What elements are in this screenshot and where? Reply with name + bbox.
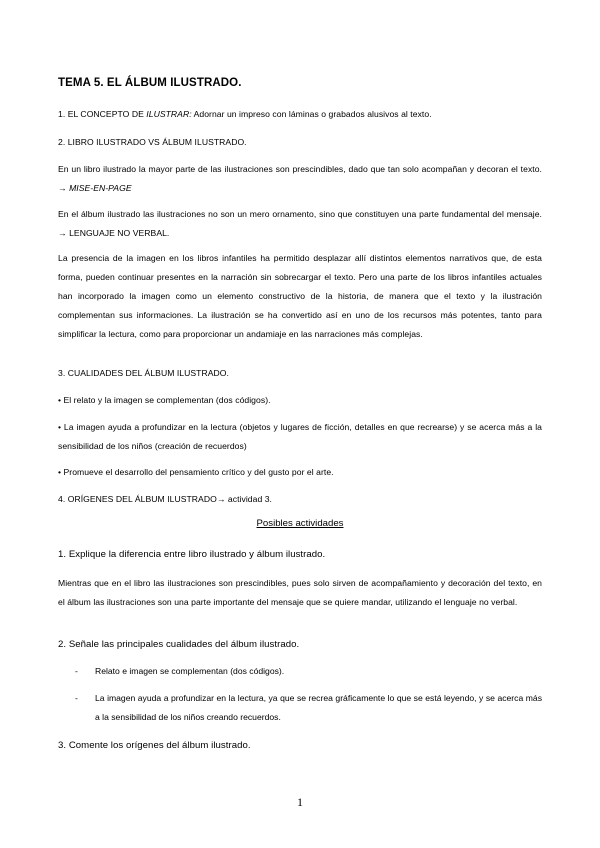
- answer-1: Mientras que en el libro las ilustraciones son prescindibles, pues solo sirven de acompañamiento y decoración del texto, en el álbum las ilustraciones son una parte importante del mensaje que se quiere mandar, utilizando el lenguaje no verbal.: [58, 578, 542, 607]
- section-2-paragraph-1-term: MISE-EN-PAGE: [69, 183, 132, 193]
- question-3: 3. Comente los orígenes del álbum ilustrado.: [58, 740, 251, 751]
- section-2-paragraph-3: La presencia de la imagen en los libros infantiles ha permitido desplazar allí distintos elementos narrativos que, de esta forma, pueden continuar presentes en la narración sin sobrecargar el texto. Pero una parte de los libros infantiles actuales han incorporado la imagen como un elemento constructivo de la historia, de manera que el texto y la ilustración complementan sus informaciones. La ilustración se ha convertido así en uno de los recursos más potentes, tanto para simplificar la lectura, como para proporcionar un andamiaje en las narraciones más complejas.: [58, 253, 542, 339]
- section-1-term: ILUSTRAR:: [146, 109, 192, 119]
- answer-2-item-2-text: La imagen ayuda a profundizar en la lectura, ya que se recrea gráficamente lo que se está leyendo, y se acerca más a la sensibilidad de los niños creando recuerdos.: [95, 693, 542, 722]
- section-3-bullet-1: • El relato y la imagen se complementan (dos códigos).: [58, 395, 271, 405]
- answer-2-item-1: [58, 662, 542, 681]
- answer-2-item-2: [58, 689, 542, 727]
- activities-title: Posibles actividades: [256, 518, 344, 529]
- section-1-concept: [58, 105, 542, 124]
- question-2: 2. Señale las principales cualidades del álbum ilustrado.: [58, 639, 300, 650]
- list-dash: -: [75, 693, 78, 703]
- section-2-paragraph-1-text: En un libro ilustrado la mayor parte de las ilustraciones son prescindibles, dado que tan solo acompañan y decoran el texto. →: [58, 164, 542, 193]
- section-3-heading: 3. CUALIDADES DEL ÁLBUM ILUSTRADO.: [58, 368, 229, 378]
- list-dash: -: [75, 666, 78, 676]
- section-3-bullet-2: • La imagen ayuda a profundizar en la lectura (objetos y lugares de ficción, detalles en que recrearse) y se acerca más a la sensibilidad de los niños (creación de recuerdos): [58, 422, 542, 451]
- section-2-paragraph-1: [58, 160, 542, 198]
- section-2-paragraph-2: En el álbum ilustrado las ilustraciones no son un mero ornamento, sino que constituyen una parte fundamental del mensaje. → LENGUAJE NO VERBAL.: [58, 209, 542, 238]
- section-1-definition: Adornar un impreso con láminas o grabados alusivos al texto.: [191, 109, 432, 119]
- page-number: 1: [297, 795, 303, 809]
- answer-2-item-1-text: Relato e imagen se complementan (dos códigos).: [95, 666, 285, 676]
- section-1-prefix: 1. EL CONCEPTO DE: [58, 109, 147, 119]
- section-2-heading: 2. LIBRO ILUSTRADO VS ÁLBUM ILUSTRADO.: [58, 137, 247, 147]
- section-3-bullet-3: • Promueve el desarrollo del pensamiento crítico y del gusto por el arte.: [58, 467, 334, 477]
- question-1: 1. Explique la diferencia entre libro ilustrado y álbum ilustrado.: [58, 549, 326, 560]
- section-4-heading: 4. ORÍGENES DEL ÁLBUM ILUSTRADO→ actividad 3.: [58, 494, 272, 504]
- page-title: TEMA 5. EL ÁLBUM ILUSTRADO.: [58, 77, 242, 89]
